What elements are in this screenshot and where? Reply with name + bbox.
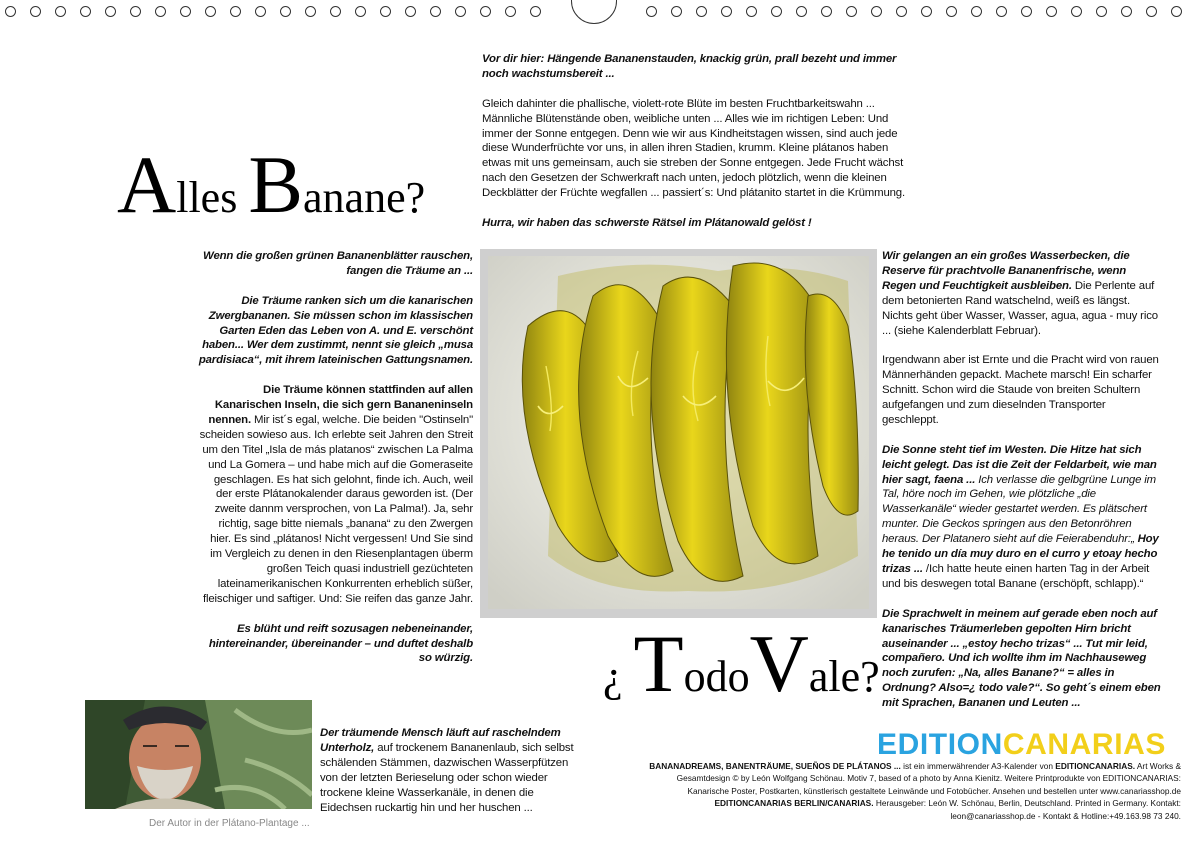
binder-hole xyxy=(455,6,466,17)
right-paragraph-3-text: Ich verlasse die gelbgrüne Lunge im Tal, höre noch im Gehen, wie plötzliche „die Wasserkanäle“ wieder gestartet werden. Es plätschert munter. Die Geckos springen aus den Betonröhren heraus. Der Platanero sieht auf die Feierabenduhr:„ xyxy=(882,473,1156,546)
binder-hole xyxy=(5,6,16,17)
imprint-publisher: EDITIONCANARIAS. xyxy=(1055,761,1136,771)
binder-hole xyxy=(1146,6,1157,17)
imprint-text-2: Art Works & Gesamtdesign © by León Wolfgang Schönau. Motiv 7, based of a photo by Anna Kienitz. Weitere Printprodukte von EDITIONCANARIAS: Kanarische Poster, Postkarten, künstlerisch gestaltete Leinwände und Fotobücher. Ansehen und bestellen unter www.canariasshop.de xyxy=(676,761,1181,796)
binder-hole xyxy=(821,6,832,17)
binder-hole xyxy=(796,6,807,17)
binder-hole xyxy=(55,6,66,17)
intro-block xyxy=(482,52,908,246)
intro-lead: Vor dir hier: Hängende Bananenstauden, knackig grün, prall bezeht und immer noch wachstumsbereit ... xyxy=(482,53,897,80)
binder-hole xyxy=(280,6,291,17)
left-column xyxy=(196,249,473,681)
bottom-paragraph-lead: Der träumende Mensch läuft auf raschelndem Unterholz, xyxy=(320,727,561,754)
title-initial-t: T xyxy=(633,618,684,709)
binder-hole xyxy=(746,6,757,17)
binder-hole xyxy=(1096,6,1107,17)
imprint-title: BANANADREAMS, BANENTRÄUME, SUEÑOS DE PLÁTANOS ... xyxy=(649,761,901,771)
left-paragraph-3-text: Mir ist´s egal, welche. Die beiden "Ostinseln" scheiden sowieso aus. Ich erlebte seit Jahren den Streit um den Titel „Isla de más platanos“ zwischen La Palma und La Gomera – und habe mich auf die Gomeraseite geschlagen. Es hat sich gelohnt, finde ich. Auch, weil der erste Plátanokalender daraus geworden ist. (Der zweite dannm versprochen, von La Palma!). Ja, sehr richtig, sage bitte niemals „banana“ zu den Zwergen hier. Es sind „plátanos! Nicht vergessen! Und Sie sind im Vergleich zu denen in den Riesenplantagen überm großen Teich quasi industriell gezüchteten lateinamerikanischen Konkurrenten erheblich süßer, fleischiger und saftiger. Und: Sie reifen das ganze Jahr. xyxy=(199,413,473,605)
imprint-text-1: ist ein immerwährender A3-Kalender von xyxy=(900,761,1056,771)
binder-hole xyxy=(205,6,216,17)
right-paragraph-1-text: Die Perlente auf dem betonierten Rand watschelnd, weiß es längst. Nichts geht über Wasser, Wasser, agua, agua - muy rico ... (siehe Kalenderblatt Februar). xyxy=(882,279,1158,337)
binder-hole xyxy=(646,6,657,17)
intro-closing: Hurra, wir haben das schwerste Rätsel im Plátanowald gelöst ! xyxy=(482,216,812,229)
imprint-location: EDITIONCANARIAS BERLIN/CANARIAS. xyxy=(714,798,874,809)
title-word-todo: odo xyxy=(683,652,750,701)
bottom-paragraph-text: auf trockenem Bananenlaub, sich selbst schälenden Stämmen, dazwischen Wasserpfützen von der letzten Berieselung oder schon wieder trockene kleine Wasserkanäle, in denen die Eidechsen ruckartig hin und her huschen ... xyxy=(320,741,574,814)
right-paragraph-3-lead: Die Sonne steht tief im Westen. Die Hitze hat sich leicht gelegt. Das ist die Zeit der Feldarbeit, wie man hier sagt, faena ... xyxy=(882,443,1157,486)
binder-hole xyxy=(771,6,782,17)
binder-hole xyxy=(255,6,266,17)
binder-hole xyxy=(996,6,1007,17)
binder-hole xyxy=(871,6,882,17)
right-paragraph-2: Irgendwann aber ist Ernte und die Pracht wird von rauen Männerhänden gepackt. Machete marsch! Ein scharfer Schnitt. Schon wird die Staude von breiten Schultern aufgefangen und zum dieselnden Transporter geschleppt. xyxy=(882,354,1159,426)
title-word-banane: anane? xyxy=(303,173,426,222)
right-paragraph-1-lead: Wir gelangen an ein großes Wasserbecken, die Reserve für prachtvolle Bananenfrische, wenn Regen und Feuchtigkeit ausbleiben. xyxy=(882,250,1130,292)
binder-hole xyxy=(1046,6,1057,17)
title-word-alles: lles xyxy=(176,173,249,222)
intro-body: Gleich dahinter die phallische, violett-rote Blüte im besten Fruchtbarkeitswahn ... Männliche Blütenstände oben, weibliche unten ... Alles wie im richtigen Leben: Und immer der Sonne entgegen. Denn wie wir aus Kindheitstagen wissen, sind auch jede diese Wunderfrüchte vor uns, in allen ihren Stadien, krumm. Kleine plátanos haben etwas mit uns gemeinsam, auch sie streben der Sonne entgegen. Jede Frucht wächst nach den Gesetzen der Schwerkraft nach unten, jedoch plötzlich, wenn die kleinen Deckblätter der Früchte wegfallen ... passiert´s: Und plátanito startet in die Krümmung. xyxy=(482,97,906,200)
right-column xyxy=(882,249,1161,726)
left-paragraph-4: Es blüht und reift sozusagen nebeneinander, hintereinander, übereinander – und duftet deshalb so würzig. xyxy=(208,622,473,665)
secondary-title xyxy=(603,617,880,711)
right-paragraph-3-end: /Ich hatte heute einen harten Tag in der Arbeit und bis deswegen total Banane (erschöpft, schlapp).“ xyxy=(882,563,1150,590)
binder-hole xyxy=(230,6,241,17)
title-word-vale: ale? xyxy=(808,652,880,701)
binder-hole xyxy=(480,6,491,17)
binder-hole xyxy=(721,6,732,17)
binder-hole xyxy=(130,6,141,17)
binder-hole xyxy=(305,6,316,17)
binder-hole xyxy=(330,6,341,17)
imprint-contact: Herausgeber: León W. Schönau, Berlin, Deutschland. Printed in Germany. Kontakt: leon@canariasshop.de - Kontakt & Hotline:+49.163.98 73 240. xyxy=(873,798,1181,821)
logo-edition: EDITION xyxy=(877,728,1003,761)
title-initial-a: A xyxy=(117,139,177,230)
binder-hole xyxy=(671,6,682,17)
banana-photo xyxy=(488,256,869,609)
bottom-text xyxy=(320,726,588,830)
binder-hole xyxy=(155,6,166,17)
binder-hole xyxy=(355,6,366,17)
binder-hole xyxy=(80,6,91,17)
author-photo-caption: Der Autor in der Plátano-Plantage ... xyxy=(149,818,310,829)
right-paragraph-3-spanish: Hoy he tenido un día muy duro en el curro y etoay hecho trizas ... xyxy=(882,533,1159,575)
binder-hole xyxy=(1171,6,1182,17)
binder-hole xyxy=(405,6,416,17)
binder-hole xyxy=(896,6,907,17)
right-paragraph-1 xyxy=(882,249,1161,338)
binder-hole xyxy=(971,6,982,17)
title-inverted-question: ¿ xyxy=(603,652,634,701)
binder-hole xyxy=(105,6,116,17)
binder-hole xyxy=(505,6,516,17)
binder-hole xyxy=(696,6,707,17)
left-paragraph-3-lead: Die Träume können stattfinden auf allen Kanarischen Inseln, die sich gern Bananeninseln nennen. xyxy=(208,384,473,426)
binder-hole xyxy=(530,6,541,17)
imprint xyxy=(640,760,1181,822)
right-paragraph-3 xyxy=(882,443,1161,592)
binder-hole xyxy=(846,6,857,17)
left-paragraph-1: Wenn die großen grünen Bananenblätter rauschen, fangen die Träume an ... xyxy=(203,250,473,277)
left-paragraph-3 xyxy=(196,383,473,607)
author-photo xyxy=(85,700,312,809)
title-initial-b: B xyxy=(248,139,304,230)
binder-hole xyxy=(1021,6,1032,17)
binder-hole xyxy=(30,6,41,17)
logo-canarias: CANARIAS xyxy=(1002,728,1167,761)
main-title xyxy=(117,138,425,232)
title-initial-v: V xyxy=(749,618,809,709)
binder-hole xyxy=(1071,6,1082,17)
binder-hole xyxy=(921,6,932,17)
bottom-paragraph xyxy=(320,726,588,815)
binder-hole xyxy=(180,6,191,17)
editioncanarias-logo xyxy=(877,728,1166,762)
right-paragraph-4: Die Sprachwelt in meinem auf gerade eben noch auf kanarisches Träumerleben gepolten Hirn bricht auseinander ... „estoy hecho trizas“ ... Tut mir leid, compañero. Und ich wollte ihm im Nachhauseweg noch zurufen: „Na, alles Banane?“ = alles in Ordnung? Also=¿ todo vale?“. So geht´s einem eben mit Sprachen, Bananen und Leuten ... xyxy=(882,607,1161,710)
binder-hole xyxy=(946,6,957,17)
binder-hole xyxy=(1121,6,1132,17)
binder-hole xyxy=(430,6,441,17)
left-paragraph-2: Die Träume ranken sich um die kanarischen Zwergbananen. Sie müssen schon im klassischen Garten Eden das Leben von A. und E. verschönt haben... Wer dem zustimmt, nennt sie gleich „musa pardisiaca“, mit ihrem lateinischen Gattungsnamen. xyxy=(198,294,473,367)
binder-hole xyxy=(380,6,391,17)
